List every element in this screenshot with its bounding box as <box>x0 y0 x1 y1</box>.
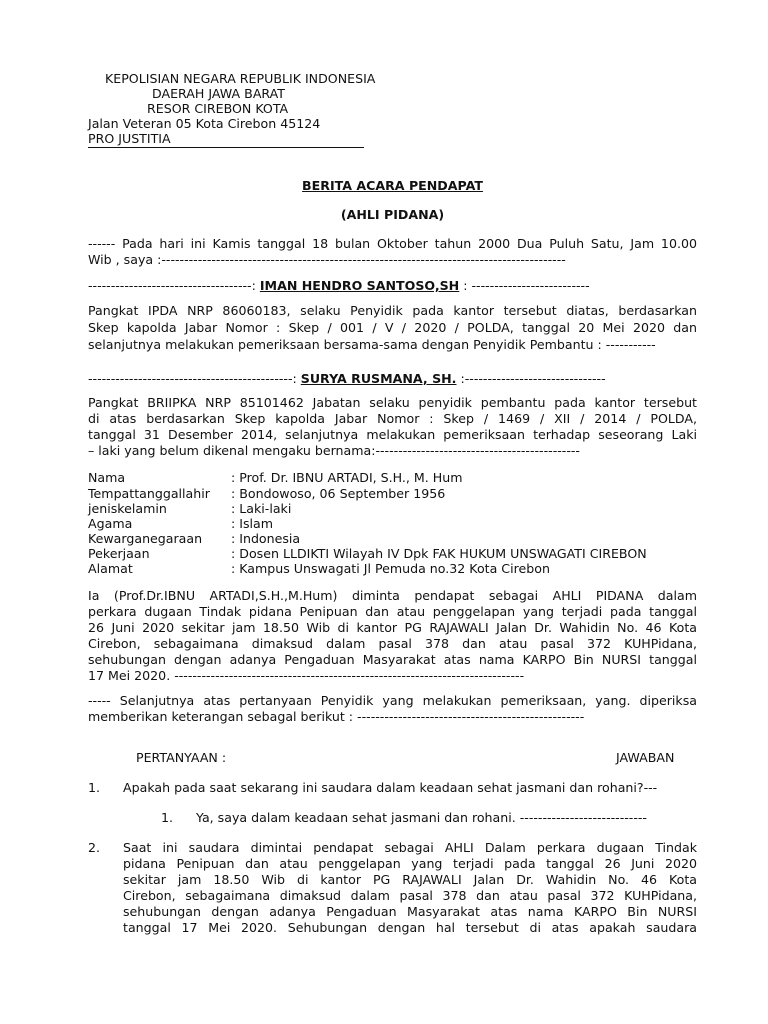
identity-value-gender: : Laki-laki <box>231 501 292 516</box>
identity-value-name: : Prof. Dr. IBNU ARTADI, S.H., M. Hum <box>231 470 463 485</box>
statement-line-4: Cirebon, sebagaimana dimaksud dalam pasal 378 dan atau pasal 372 KUHPidana, <box>88 636 697 651</box>
header-agency: KEPOLISIAN NEGARA REPUBLIK INDONESIA <box>105 71 376 86</box>
identity-label-gender: jeniskelamin <box>88 501 167 516</box>
investigator2-desc-4: – laki yang belum dikenal mengaku bernama:--------------------------------------------- <box>88 443 580 458</box>
investigator2-desc-2: di atas berdasarkan Skep kapolda Jabar Nomor : Skep / 1469 / XII / 2014 / POLDA, <box>88 411 697 426</box>
header-resort: RESOR CIREBON KOTA <box>147 101 289 116</box>
identity-label-occupation: Pekerjaan <box>88 546 150 561</box>
q2-line-2: pidana Penipuan dan atau penggelapan yang terjadi pada tanggal 26 Juni 2020 <box>123 856 697 871</box>
header-address: Jalan Veteran 05 Kota Cirebon 45124 <box>88 116 321 131</box>
statement-line-6: 17 Mei 2020. ----------------------------------------------------------------------------- <box>88 668 525 683</box>
identity-label-name: Nama <box>88 470 126 485</box>
investigator1-desc-2: Skep kapolda Jabar Nomor : Skep / 001 / V / 2020 / POLDA, tanggal 20 Mei 2020 dan <box>88 320 697 335</box>
document-title: BERITA ACARA PENDAPAT <box>302 178 483 193</box>
header-region: DAERAH JAWA BARAT <box>152 86 286 101</box>
q2-line-1: Saat ini saudara dimintai pendapat sebagai AHLI Dalam perkara dugaan Tindak <box>123 840 697 855</box>
q1-number: 1. <box>88 780 101 795</box>
identity-label-religion: Agama <box>88 516 133 531</box>
header-pro-justitia: PRO JUSTITIA <box>88 131 171 146</box>
document-subtitle: (AHLI PIDANA) <box>340 207 445 222</box>
identity-label-nationality: Kewarganegaraan <box>88 531 203 546</box>
investigator2-heading: ---------------------------------------------: SURYA RUSMANA, SH. :------------------------------- <box>88 371 606 386</box>
header-divider <box>88 147 364 148</box>
a1-text: Ya, saya dalam keadaan sehat jasmani dan rohani. ---------------------------- <box>196 810 647 825</box>
investigator1-heading: ------------------------------------: IMAN HENDRO SANTOSO,SH : -------------------------- <box>88 278 590 293</box>
identity-value-address: : Kampus Unswagati Jl Pemuda no.32 Kota Cirebon <box>231 561 550 576</box>
opening-line-2: Wib , saya :----------------------------------------------------------------------------------------- <box>88 252 566 267</box>
identity-value-occupation: : Dosen LLDIKTI Wilayah IV Dpk FAK HUKUM UNSWAGATI CIREBON <box>231 546 647 561</box>
investigator2-name: SURYA RUSMANA, SH. <box>300 371 457 386</box>
investigator1-name: IMAN HENDRO SANTOSO,SH <box>259 278 460 293</box>
q2-line-6: tanggal 17 Mei 2020. Sehubungan dengan hal tersebut di atas apakah saudara <box>123 920 697 935</box>
investigator1-desc-1: Pangkat IPDA NRP 86060183, selaku Penyidik pada kantor tersebut diatas, berdasarkan <box>88 303 697 318</box>
q2-number: 2. <box>88 840 101 855</box>
q2-line-4: Cirebon, sebagaimana dimaksud dalam pasal 378 dan atau pasal 372 KUHPidana, <box>123 888 697 903</box>
statement-line-2: perkara dugaan Tindak pidana Penipuan dan atau penggelapan yang terjadi pada tanggal <box>88 604 697 619</box>
identity-value-nationality: : Indonesia <box>231 531 301 546</box>
qa-header-question: PERTANYAAN : <box>136 750 227 765</box>
qa-header-answer: JAWABAN <box>616 750 675 765</box>
q1-text: Apakah pada saat sekarang ini saudara dalam keadaan sehat jasmani dan rohani?--- <box>123 780 658 795</box>
opening-line-1: ------ Pada hari ini Kamis tanggal 18 bulan Oktober tahun 2000 Dua Puluh Satu, Jam 10.00 <box>88 236 697 251</box>
identity-label-birth: Tempattanggallahir <box>88 486 210 501</box>
identity-value-birth: : Bondowoso, 06 September 1956 <box>231 486 446 501</box>
identity-value-religion: : Islam <box>231 516 274 531</box>
investigator2-desc-3: tanggal 31 Desember 2014, selanjutnya melakukan pemeriksaan terhadap seseorang Laki <box>88 427 697 442</box>
statement-line-3: 26 Juni 2020 sekitar jam 18.50 Wib di kantor PG RAJAWALI Jalan Dr. Wahidin No. 46 Kota <box>88 620 697 635</box>
a1-number: 1. <box>161 810 174 825</box>
statement-line-1: Ia (Prof.Dr.IBNU ARTADI,S.H.,M.Hum) diminta pendapat sebagai AHLI PIDANA dalam <box>88 588 697 603</box>
identity-label-address: Alamat <box>88 561 133 576</box>
q2-line-3: sekitar jam 18.50 Wib di kantor PG RAJAWALI Jalan Dr. Wahidin No. 46 Kota <box>123 872 697 887</box>
investigator2-desc-1: Pangkat BRIIPKA NRP 85101462 Jabatan selaku penyidik pembantu pada kantor tersebut <box>88 395 697 410</box>
followup-line-1: ----- Selanjutnya atas pertanyaan Penyidik yang melakukan pemeriksaan, yang. diperiksa <box>88 693 697 708</box>
statement-line-5: sehubungan dengan adanya Pengaduan Masyarakat atas nama KARPO Bin NURSI tanggal <box>88 652 697 667</box>
q2-line-5: sehubungan dengan adanya Pengaduan Masyarakat atas nama KARPO Bin NURSI <box>123 904 697 919</box>
investigator1-desc-3: selanjutnya melakukan pemeriksaan bersama-sama dengan Penyidik Pembantu : ----------- <box>88 337 656 352</box>
followup-line-2: memberikan keterangan sebagal berikut : -------------------------------------------------- <box>88 709 585 724</box>
